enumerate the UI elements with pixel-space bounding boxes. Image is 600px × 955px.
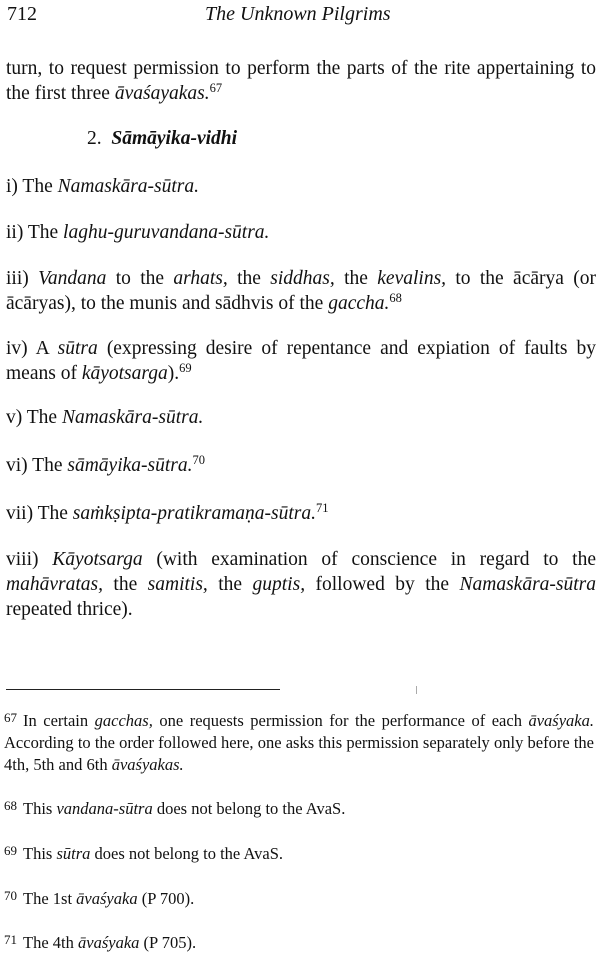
footnote: $^{70}$ The 1st āvaśyaka (P 700).: [4, 888, 195, 908]
footnote-ref: 69: [179, 361, 192, 375]
list-item: v) The Namaskāra-sūtra.: [6, 407, 204, 428]
footnote-ref: 71: [316, 501, 329, 515]
list-item: i) The Namaskāra-sūtra.: [6, 176, 200, 197]
list-item: iii) Vandana to the arhats, the siddhas, the kevalins, to the ācārya (or ācāryas), to the munis and sādhvis of the gaccha.$^{68}$: [6, 268, 596, 314]
section-title: Sāmāyika-vidhi: [111, 128, 238, 149]
running-title: The Unknown Pilgrims: [205, 3, 391, 25]
section-heading: 2. Sāmāyika-vidhi: [87, 128, 238, 149]
footnote-ref: 70: [192, 453, 206, 467]
footnote-ref: 68: [389, 291, 402, 305]
footnote: $^{71}$ The 4th āvaśyaka (P 705).: [4, 932, 197, 952]
list-item: viii) Kāyotsarga (with examination of conscience in regard to the mahāvratas, the samitis, the guptis, followed by the Namaskāra-sūtra repeated thrice).: [6, 549, 597, 620]
footnote: $^{68}$ This vandana-sūtra does not belong to the AvaS.: [4, 798, 346, 818]
intro-paragraph: turn, to request permission to perform the parts of the rite appertaining to the first three āvaśayakas.$^{67}$: [6, 58, 596, 104]
list-item: vii) The saṁkṣipta-pratikramaṇa-sūtra.$^{71}$: [6, 501, 329, 524]
list-item: iv) A sūtra (expressing desire of repentance and expiation of faults by means of kāyotsarga).$^{69}$: [6, 338, 597, 384]
footnote-ref: 67: [209, 81, 223, 95]
running-header: [7, 3, 590, 29]
footnote-divider: [6, 689, 280, 690]
list-item: vi) The sāmāyika-sūtra.$^{70}$: [6, 453, 206, 476]
scan-mark: [416, 686, 419, 694]
page-number: 712: [7, 3, 37, 25]
footnote: $^{69}$ This sūtra does not belong to the AvaS.: [4, 843, 284, 863]
list-item: ii) The laghu-guruvandana-sūtra.: [6, 222, 270, 243]
footnote: $^{67}$ In certain gacchas, one requests permission for the performance of each āvaśyaka. According to the order followed here, one asks this permission separately only before the 4th, 5th and 6th āvaśyakas.: [4, 710, 594, 774]
